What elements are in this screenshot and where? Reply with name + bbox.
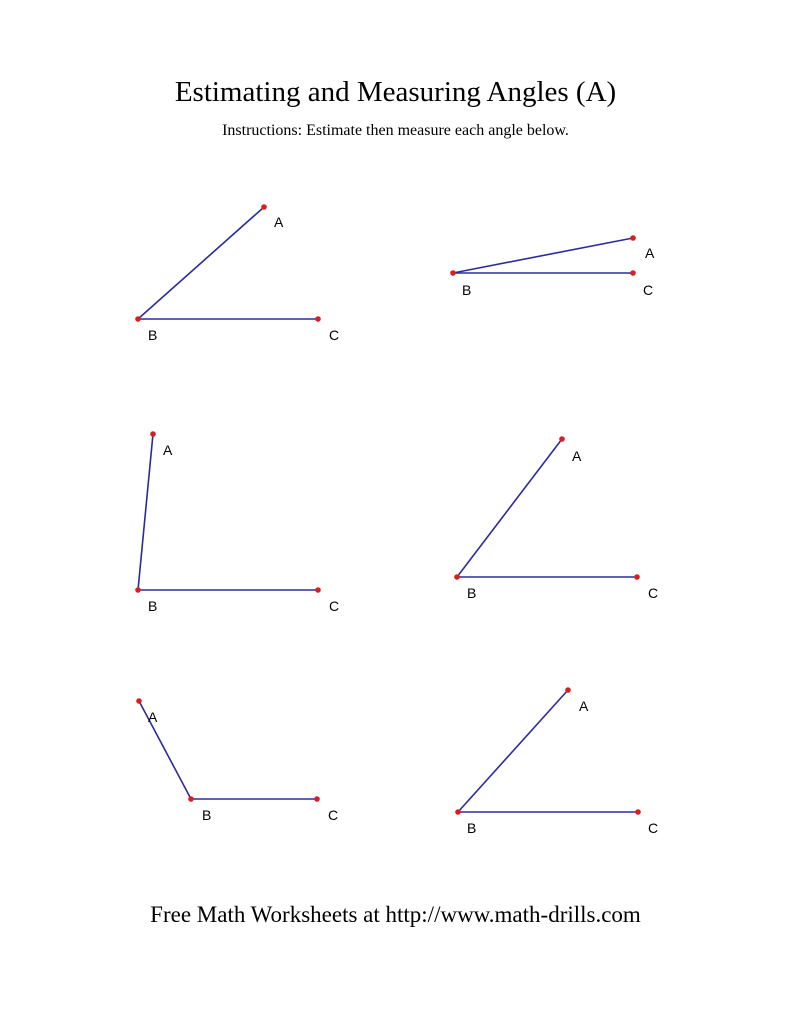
angle-2-ray-ba (453, 238, 633, 273)
angle-1-ray-ba (138, 207, 264, 319)
angle-4-label-b: B (467, 585, 477, 601)
angle-4 (454, 436, 658, 601)
angle-1-label-b: B (148, 327, 158, 343)
angle-2 (450, 235, 655, 298)
angle-2-point-b (450, 270, 456, 276)
angle-6-point-a (565, 687, 571, 693)
angle-2-label-b: B (462, 282, 472, 298)
angle-6-label-c: C (648, 820, 659, 836)
angle-3 (135, 431, 339, 614)
angle-1-point-b (135, 316, 141, 322)
angle-6 (455, 687, 658, 836)
angle-4-point-a (559, 436, 565, 442)
angle-6-label-a: A (579, 698, 589, 714)
angle-5-ray-ba (139, 701, 191, 799)
instructions-text: Instructions: Estimate then measure each angle below. (222, 122, 569, 139)
angle-5-point-a (136, 698, 142, 704)
angle-1-label-c: C (329, 327, 340, 343)
angle-3-label-c: C (329, 598, 340, 614)
angle-3-point-a (150, 431, 156, 437)
angle-3-ray-ba (138, 434, 153, 590)
angle-5-point-c (314, 796, 320, 802)
angle-4-point-c (634, 574, 640, 580)
angle-3-label-b: B (148, 598, 158, 614)
angle-2-point-c (630, 270, 636, 276)
angle-6-label-b: B (467, 820, 477, 836)
angle-2-label-a: A (645, 245, 655, 261)
angle-3-label-a: A (163, 442, 173, 458)
angle-1-label-a: A (274, 214, 284, 230)
worksheet-title: Estimating and Measuring Angles (A) (174, 76, 617, 108)
angle-2-label-c: C (643, 282, 654, 298)
angle-5-point-b (188, 796, 194, 802)
angle-5-label-b: B (202, 807, 212, 823)
angle-4-point-b (454, 574, 460, 580)
angle-5 (136, 698, 338, 823)
angle-4-label-c: C (648, 585, 659, 601)
angle-6-point-b (455, 809, 461, 815)
angle-4-label-a: A (572, 448, 582, 464)
angle-6-point-c (635, 809, 641, 815)
angle-6-ray-ba (458, 690, 568, 812)
angle-5-label-c: C (328, 807, 339, 823)
angle-1-point-c (315, 316, 321, 322)
angle-1 (135, 204, 339, 343)
angle-1-point-a (261, 204, 267, 210)
angle-4-ray-ba (457, 439, 562, 577)
angle-3-point-c (315, 587, 321, 593)
angle-3-point-b (135, 587, 141, 593)
angle-2-point-a (630, 235, 636, 241)
footer-text: Free Math Worksheets at http://www.math-drills.com (150, 902, 641, 927)
angle-5-label-a: A (148, 709, 158, 725)
